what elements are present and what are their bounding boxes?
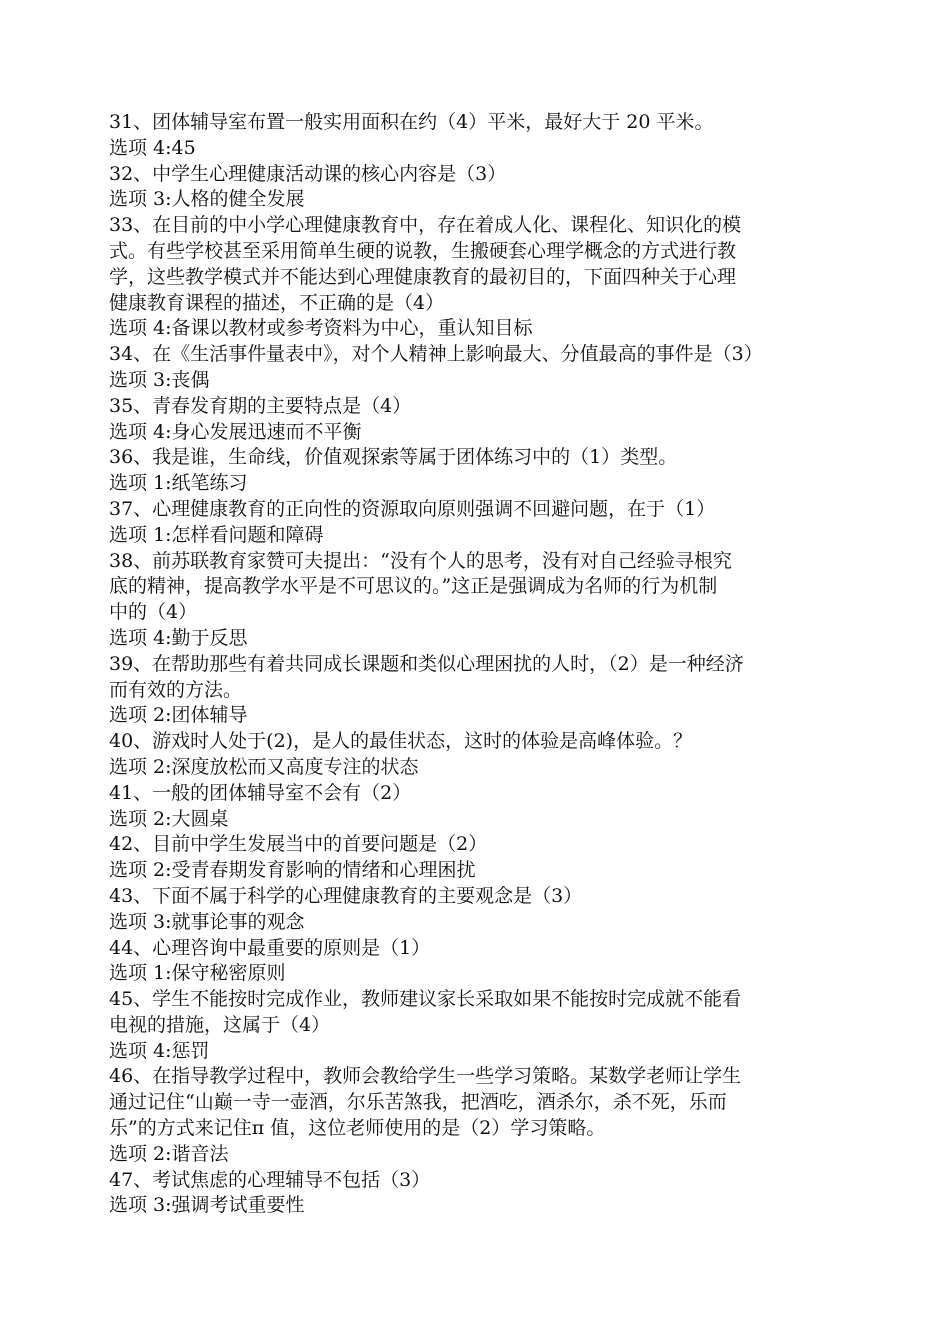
question-text-line: 健康教育课程的描述，不正确的是（4）	[109, 291, 445, 314]
answer-option-line: 选项 1:保守秘密原则	[109, 962, 286, 985]
answer-option-line: 选项 2:受青春期发育影响的情绪和心理困扰	[109, 859, 476, 882]
answer-option-line: 选项 3:丧偶	[109, 368, 210, 391]
question-text-line: 43、下面不属于科学的心理健康教育的主要观念是（3）	[109, 884, 583, 907]
question-text-line: 35、青春发育期的主要特点是（4）	[109, 394, 412, 417]
answer-option-line: 选项 4:45	[109, 136, 196, 159]
answer-option-line: 选项 2:大圆桌	[109, 807, 229, 830]
question-text-line: 乐”的方式来记住π 值，这位老师使用的是（2）学习策略。	[109, 1117, 606, 1140]
document-page	[109, 110, 843, 1219]
question-text-line: 39、在帮助那些有着共同成长课题和类似心理困扰的人时，（2）是一种经济	[109, 652, 744, 675]
question-text-line: 34、在《生活事件量表中》，对个人精神上影响最大、分值最高的事件是（3）	[109, 343, 763, 366]
question-block	[109, 213, 843, 342]
answer-option-line: 选项 4:勤于反思	[109, 626, 248, 649]
question-block	[109, 652, 843, 729]
question-text-line: 36、我是谁，生命线，价值观探索等属于团体练习中的（1）类型。	[109, 446, 678, 469]
question-text-line: 而有效的方法。	[109, 678, 243, 701]
question-block	[109, 497, 843, 549]
question-block	[109, 445, 843, 497]
question-text-line: 31、团体辅导室布置一般实用面积在约（4）平米，最好大于 20 平米。	[109, 111, 714, 133]
question-text-line: 中的（4）	[109, 601, 198, 624]
question-text-line: 47、考试焦虑的心理辅导不包括（3）	[109, 1168, 431, 1191]
answer-option-line: 选项 2:深度放松而又高度专注的状态	[109, 755, 419, 778]
question-text-line: 底的精神，提高教学水平是不可思议的。”这正是强调成为名师的行为机制	[109, 575, 718, 598]
question-text-line: 通过记住“山巅一寺一壶酒，尔乐苦煞我，把酒吃，酒杀尔，杀不死，乐而	[109, 1091, 727, 1114]
question-block	[109, 781, 843, 833]
question-block	[109, 1168, 843, 1220]
question-text-line: 46、在指导教学过程中，教师会教给学生一些学习策略。某数学老师让学生	[109, 1065, 742, 1088]
question-block	[109, 162, 843, 214]
answer-option-line: 选项 3:强调考试重要性	[109, 1194, 305, 1217]
question-block	[109, 342, 843, 394]
question-block	[109, 110, 843, 162]
question-block	[109, 1064, 843, 1167]
question-block	[109, 549, 843, 652]
question-text-line: 45、学生不能按时完成作业，教师建议家长采取如果不能按时完成就不能看	[109, 988, 742, 1011]
question-text-line: 38、前苏联教育家赞可夫提出：“没有个人的思考，没有对自己经验寻根究	[109, 549, 732, 572]
answer-option-line: 选项 3:人格的健全发展	[109, 188, 305, 211]
question-text-line: 41、一般的团体辅导室不会有（2）	[109, 781, 412, 804]
question-text-line: 学，这些教学模式并不能达到心理健康教育的最初目的，下面四种关于心理	[109, 265, 737, 288]
question-block	[109, 884, 843, 936]
question-text-line: 32、中学生心理健康活动课的核心内容是（3）	[109, 162, 507, 185]
answer-option-line: 选项 1:怎样看问题和障碍	[109, 523, 324, 546]
question-text-line: 33、在目前的中小学心理健康教育中，存在着成人化、课程化、知识化的模	[109, 214, 742, 237]
question-text-line: 式。有些学校甚至采用简单生硬的说教，生搬硬套心理学概念的方式进行教	[109, 239, 737, 262]
answer-option-line: 选项 4:备课以教材或参考资料为中心，重认知目标	[109, 317, 533, 340]
answer-option-line: 选项 3:就事论事的观念	[109, 910, 305, 933]
question-text-line: 40、游戏时人处于(2)，是人的最佳状态，这时的体验是高峰体验。？	[109, 730, 693, 753]
answer-option-line: 选项 2:谐音法	[109, 1142, 229, 1165]
question-text-line: 电视的措施，这属于（4）	[109, 1013, 331, 1036]
question-text-line: 42、目前中学生发展当中的首要问题是（2）	[109, 833, 488, 856]
question-block	[109, 987, 843, 1064]
question-block	[109, 729, 843, 781]
answer-option-line: 选项 4:惩罚	[109, 1039, 210, 1062]
question-text-line: 44、心理咨询中最重要的原则是（1）	[109, 936, 431, 959]
answer-option-line: 选项 4:身心发展迅速而不平衡	[109, 420, 362, 443]
question-block	[109, 832, 843, 884]
question-block	[109, 936, 843, 988]
answer-option-line: 选项 2:团体辅导	[109, 704, 248, 727]
question-block	[109, 394, 843, 446]
answer-option-line: 选项 1:纸笔练习	[109, 472, 248, 495]
question-text-line: 37、心理健康教育的正向性的资源取向原则强调不回避问题，在于（1）	[109, 497, 716, 520]
